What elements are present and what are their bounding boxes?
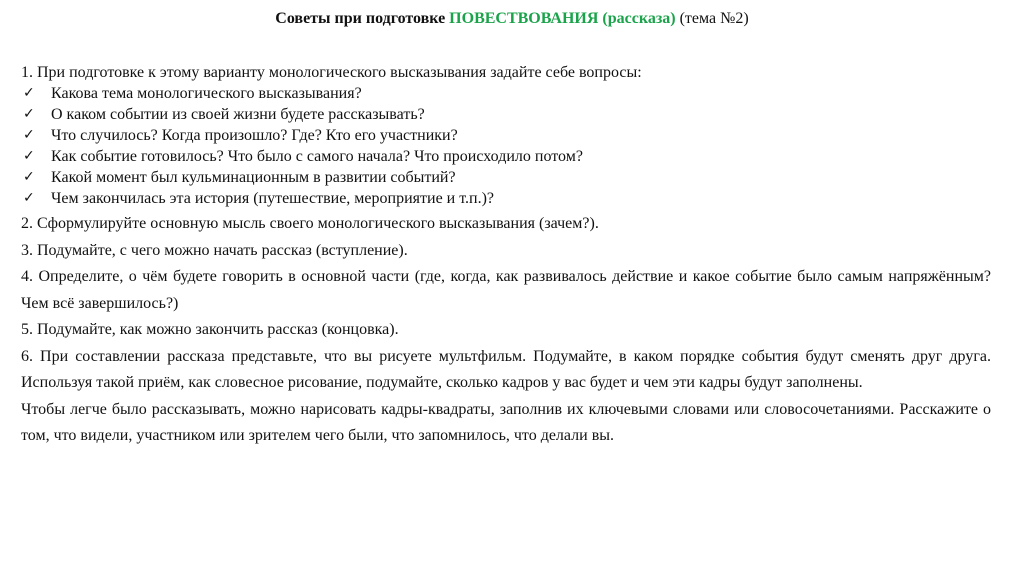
- checklist-item-text: Какова тема монологического высказывания?: [51, 85, 362, 102]
- step-3-paragraph: 3. Подумайте, с чего можно начать рассказ (вступление).: [21, 241, 408, 259]
- closing-paragraph: Чтобы легче было рассказывать, можно нарисовать кадры-квадраты, заполнив их ключевыми словами или словосочетаниями. Расскажите о том, что видели, участником или зрителем чего были, что запомнилось, что делали вы.: [21, 400, 991, 444]
- checkmark-icon: ✓: [23, 106, 35, 122]
- step-2-paragraph: 2. Сформулируйте основную мысль своего монологического высказывания (зачем?).: [21, 215, 599, 232]
- checklist-item: [21, 104, 991, 125]
- checkmark-icon: ✓: [23, 190, 35, 206]
- checklist-item-text: О каком событии из своей жизни будете рассказывать?: [51, 106, 425, 123]
- checklist-item: [21, 125, 991, 146]
- checkmark-icon: ✓: [23, 148, 35, 164]
- checklist-item-text: Что случилось? Когда произошло? Где? Кто его участники?: [51, 127, 458, 144]
- title-highlight: ПОВЕСТВОВАНИЯ (рассказа): [449, 10, 676, 27]
- slide-title: [0, 8, 1024, 30]
- checklist-item-text: Как событие готовилось? Что было с самого начала? Что происходило потом?: [51, 148, 583, 165]
- checklist-item: [21, 146, 991, 167]
- step-1-text: 1. При подготовке к этому варианту монологического высказывания задайте себе вопросы:: [21, 64, 642, 81]
- checkmark-icon: ✓: [23, 127, 35, 143]
- question-checklist: [21, 83, 991, 209]
- step-6-paragraph: 6. При составлении рассказа представьте, что вы рисуете мультфильм. Подумайте, в каком порядке события будут сменять друг друга. Используя такой приём, как словесное рисование, подумайте, сколько кадров у вас будет и чем эти кадры будут заполнены.: [21, 347, 991, 391]
- title-suffix: (тема №2): [679, 10, 749, 27]
- checklist-item-text: Какой момент был кульминационным в развитии событий?: [51, 169, 456, 186]
- checklist-item-text: Чем закончилась эта история (путешествие, мероприятие и т.п.)?: [51, 190, 495, 207]
- checklist-item: [21, 167, 991, 188]
- checklist-item: [21, 83, 991, 104]
- checkmark-icon: ✓: [23, 169, 35, 185]
- checklist-item: [21, 188, 991, 209]
- title-prefix: Советы при подготовке: [275, 10, 446, 27]
- step-5-paragraph: 5. Подумайте, как можно закончить рассказ (концовка).: [21, 321, 399, 338]
- checkmark-icon: ✓: [23, 85, 35, 101]
- advice-content: [21, 62, 991, 450]
- step-4-paragraph: 4. Определите, о чём будете говорить в основной части (где, когда, как развивалось действие и какое событие было самым напряжённым? Чем всё завершилось?): [21, 268, 991, 312]
